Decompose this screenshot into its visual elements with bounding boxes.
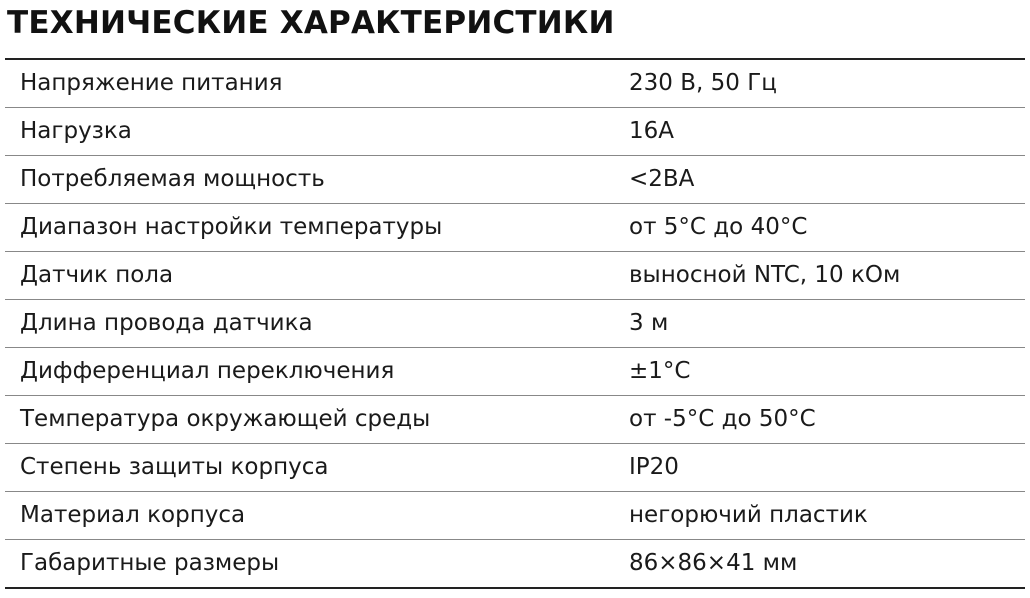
spec-value: негорючий пластик <box>629 492 1025 540</box>
spec-label: Диапазон настройки температуры <box>5 204 629 252</box>
table-row <box>5 348 1025 396</box>
table-row <box>5 204 1025 252</box>
table-row <box>5 252 1025 300</box>
spec-label: Материал корпуса <box>5 492 629 540</box>
spec-label: Потребляемая мощность <box>5 156 629 204</box>
spec-value: ±1°С <box>629 348 1025 396</box>
spec-value: от -5°С до 50°С <box>629 396 1025 444</box>
spec-label: Температура окружающей среды <box>5 396 629 444</box>
table-row <box>5 156 1025 204</box>
spec-label: Дифференциал переключения <box>5 348 629 396</box>
spec-label: Датчик пола <box>5 252 629 300</box>
spec-label: Напряжение питания <box>5 59 629 108</box>
spec-value: от 5°С до 40°С <box>629 204 1025 252</box>
table-row <box>5 492 1025 540</box>
spec-label: Нагрузка <box>5 108 629 156</box>
spec-value: 16А <box>629 108 1025 156</box>
specifications-table <box>5 58 1025 589</box>
table-row <box>5 444 1025 492</box>
table-row <box>5 540 1025 589</box>
spec-value: 230 В, 50 Гц <box>629 59 1025 108</box>
spec-value: 86×86×41 мм <box>629 540 1025 589</box>
table-row <box>5 396 1025 444</box>
spec-value: выносной NTC, 10 кОм <box>629 252 1025 300</box>
table-row <box>5 300 1025 348</box>
table-row <box>5 59 1025 108</box>
spec-value: IP20 <box>629 444 1025 492</box>
spec-value: <2ВА <box>629 156 1025 204</box>
spec-value: 3 м <box>629 300 1025 348</box>
spec-label: Габаритные размеры <box>5 540 629 589</box>
spec-label: Степень защиты корпуса <box>5 444 629 492</box>
page-title: ТЕХНИЧЕСКИЕ ХАРАКТЕРИСТИКИ <box>7 5 615 41</box>
spec-label: Длина провода датчика <box>5 300 629 348</box>
table-row <box>5 108 1025 156</box>
